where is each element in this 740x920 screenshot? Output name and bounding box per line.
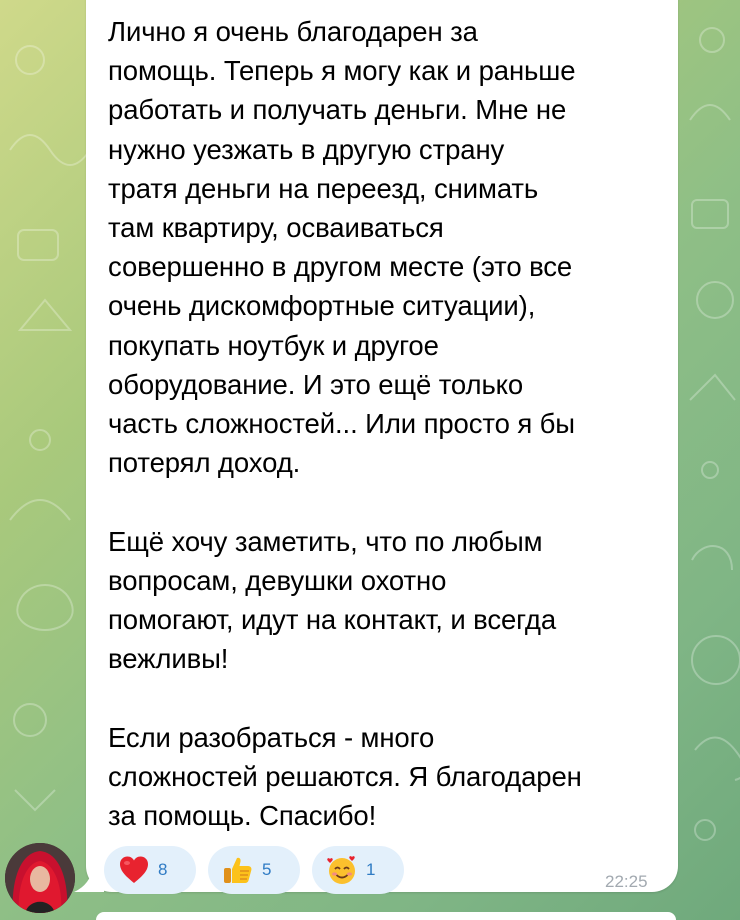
message-timestamp: 22:25 bbox=[605, 872, 648, 891]
message-line: совершенно в другом месте (это все bbox=[108, 251, 573, 283]
reaction-count: 8 bbox=[158, 860, 168, 879]
reaction-count: 5 bbox=[262, 860, 272, 879]
message-line: нужно уезжать в другую страну bbox=[108, 133, 505, 165]
smiling-face-with-hearts-icon bbox=[326, 854, 358, 886]
thumbs-up-icon bbox=[222, 854, 254, 886]
avatar-image bbox=[5, 843, 75, 913]
message-line: Ещё хочу заметить, что по любым bbox=[108, 525, 543, 557]
reaction-count: 1 bbox=[366, 860, 376, 879]
message-line: Если разобраться - много bbox=[108, 721, 435, 753]
message-line: тратя деньги на переезд, снимать bbox=[108, 172, 539, 204]
message-line: вежливы! bbox=[108, 643, 229, 675]
message-text bbox=[108, 12, 664, 835]
message-line: часть сложностей... Или просто я бы bbox=[108, 408, 575, 440]
message-line: Лично я очень благодарен за bbox=[108, 16, 478, 47]
message-paragraph bbox=[108, 718, 664, 836]
message-line: там квартиру, осваиваться bbox=[108, 212, 444, 244]
message-line: потерял доход. bbox=[108, 447, 301, 479]
message-line: оборудование. И это ещё только bbox=[108, 368, 524, 400]
avatar[interactable] bbox=[5, 843, 75, 913]
next-message-edge bbox=[96, 912, 676, 920]
message-line: помощь. Теперь я могу как и раньше bbox=[108, 55, 576, 87]
bubble-tail bbox=[74, 862, 104, 892]
message-paragraph bbox=[108, 12, 664, 482]
message-line: помогают, идут на контакт, и всегда bbox=[108, 604, 557, 636]
reaction-thumbs-up[interactable] bbox=[208, 846, 300, 894]
reaction-smiling-face-with-hearts[interactable] bbox=[312, 846, 404, 894]
message-line: работать и получать деньги. Мне не bbox=[108, 94, 567, 126]
message-paragraph bbox=[108, 522, 664, 679]
message-line: за помощь. Спасибо! bbox=[108, 800, 377, 832]
message-line: вопросам, девушки охотно bbox=[108, 564, 447, 596]
reaction-heart[interactable] bbox=[104, 846, 196, 894]
message-line: сложностей решаются. Я благодарен bbox=[108, 760, 582, 792]
message-line: очень дискомфортные ситуации), bbox=[108, 290, 536, 322]
heart-icon bbox=[118, 854, 150, 886]
reactions-bar bbox=[104, 846, 404, 894]
message-line: покупать ноутбук и другое bbox=[108, 329, 439, 361]
